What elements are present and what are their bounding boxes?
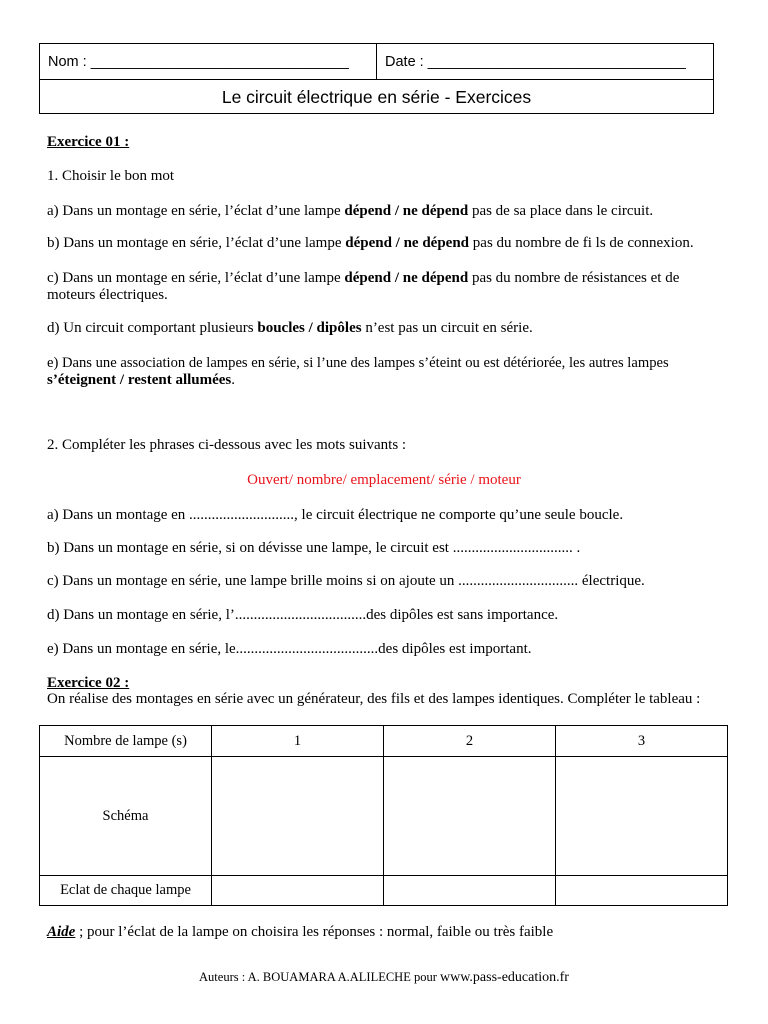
- eclat-cell-1[interactable]: [212, 876, 384, 906]
- item-b: [47, 235, 694, 252]
- row-label-eclat: Eclat de chaque lampe: [40, 876, 212, 906]
- item-c-post: pas du nombre de résistances et de: [468, 270, 680, 286]
- date-field[interactable]: Date : ________________________________: [376, 44, 713, 79]
- item-c-line2: moteurs électriques.: [47, 287, 168, 303]
- table-header-row: [40, 726, 728, 757]
- table-header-cell: Nombre de lampe (s): [40, 726, 212, 757]
- table-row-schema: [40, 757, 728, 876]
- hint-label: Aide: [47, 924, 76, 940]
- exercise-2-intro: On réalise des montages en série avec un générateur, des fils et des lampes identiques. Compléter le tableau :: [47, 691, 701, 707]
- fill-item-c[interactable]: c) Dans un montage en série, une lampe brille moins si on ajoute un ................................ électrique.: [47, 573, 645, 589]
- item-e-choice[interactable]: s’éteignent / restent allumées: [47, 372, 232, 388]
- item-b-post: pas du nombre de fi ls de connexion.: [469, 235, 694, 251]
- schema-cell-2[interactable]: [384, 757, 556, 876]
- item-b-pre: b) Dans un montage en série, l’éclat d’une lampe: [47, 235, 346, 251]
- item-d-choice[interactable]: boucles / dipôles: [257, 320, 362, 336]
- results-table: [39, 725, 728, 906]
- item-a-choice[interactable]: dépend / ne dépend: [344, 203, 469, 219]
- table-header-cell: 2: [384, 726, 556, 757]
- hint-line: [47, 924, 553, 941]
- item-e-post: .: [231, 372, 236, 388]
- schema-cell-3[interactable]: [556, 757, 728, 876]
- schema-cell-1[interactable]: [212, 757, 384, 876]
- table-header-cell: 3: [556, 726, 728, 757]
- worksheet-header: [39, 43, 714, 114]
- item-a-pre: a) Dans un montage en série, l’éclat d’une lampe: [47, 203, 345, 219]
- table-row-eclat: [40, 876, 728, 906]
- hint-text: ; pour l’éclat de la lampe on choisira les réponses : normal, faible ou très faible: [75, 924, 554, 940]
- item-b-choice[interactable]: dépend / ne dépend: [345, 235, 470, 251]
- page-title: Le circuit électrique en série - Exercices: [221, 86, 532, 107]
- item-a: [47, 203, 653, 220]
- item-d: [47, 320, 533, 337]
- table-header-cell: 1: [212, 726, 384, 757]
- footer: [0, 970, 768, 986]
- name-field[interactable]: Nom : ________________________________: [48, 53, 349, 70]
- item-e-line1: e) Dans une association de lampes en série, si l’une des lampes s’éteint ou est détériorée, les autres lampes: [47, 355, 669, 371]
- item-d-post: n’est pas un circuit en série.: [361, 320, 533, 336]
- exercise-1-question-1: 1. Choisir le bon mot: [47, 168, 175, 184]
- item-a-post: pas de sa place dans le circuit.: [468, 203, 654, 219]
- fill-item-a[interactable]: a) Dans un montage en ............................, le circuit électrique ne comporte qu’une seule boucle.: [47, 507, 624, 523]
- row-label-schema: Schéma: [40, 757, 212, 876]
- item-e-line2: [47, 372, 235, 389]
- exercise-1-question-2: 2. Compléter les phrases ci-dessous avec les mots suivants :: [47, 437, 407, 453]
- header-fields-row: [40, 44, 713, 80]
- word-bank: Ouvert/ nombre/ emplacement/ série / moteur: [247, 472, 521, 488]
- item-c: [47, 270, 679, 287]
- eclat-cell-2[interactable]: [384, 876, 556, 906]
- item-c-pre: c) Dans un montage en série, l’éclat d’une lampe: [47, 270, 345, 286]
- fill-item-d[interactable]: d) Dans un montage en série, l’...................................des dipôles est sans importance.: [47, 607, 559, 623]
- exercise-1-heading: Exercice 01 :: [47, 134, 130, 150]
- item-d-pre: d) Un circuit comportant plusieurs: [47, 320, 258, 336]
- fill-item-e[interactable]: e) Dans un montage en série, le......................................des dipôles est important.: [47, 641, 532, 657]
- exercise-2-heading: Exercice 02 :: [47, 675, 130, 691]
- footer-authors: Auteurs : A. BOUAMARA A.ALILECHE pour: [199, 970, 440, 984]
- fill-item-b[interactable]: b) Dans un montage en série, si on dévisse une lampe, le circuit est ................................ .: [47, 540, 581, 556]
- eclat-cell-3[interactable]: [556, 876, 728, 906]
- footer-site-link[interactable]: www.pass-education.fr: [440, 970, 569, 985]
- item-c-choice[interactable]: dépend / ne dépend: [344, 270, 469, 286]
